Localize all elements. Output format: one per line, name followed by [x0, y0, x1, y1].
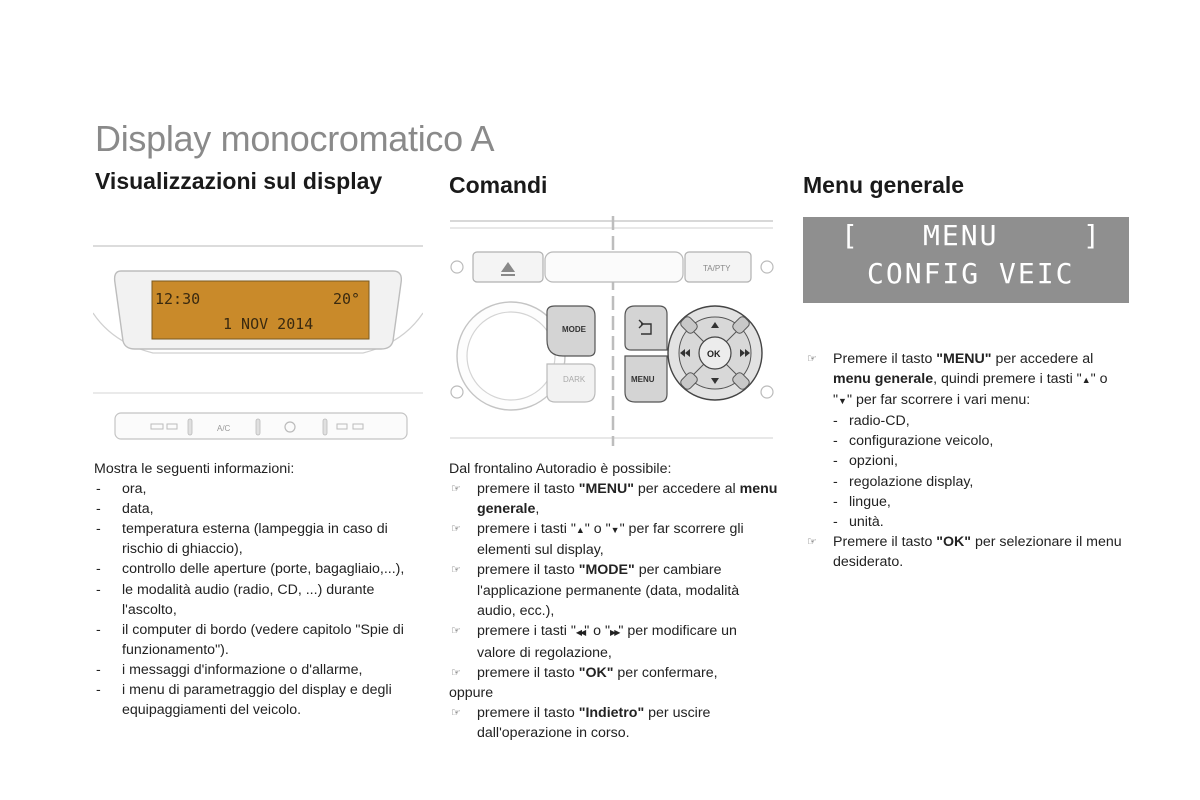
list-item: - le modalità audio (radio, CD, ...) durante l'ascolto, — [94, 580, 424, 620]
list-item: ☞ premere il tasto "OK" per confermare, — [449, 663, 779, 683]
bullet-hand-icon: ☞ — [807, 535, 817, 548]
list-item: - opzioni, — [833, 451, 1125, 471]
ac-button-label: A/C — [217, 424, 231, 433]
list-item: - data, — [94, 499, 424, 519]
lcd-bracket-left: [ — [841, 219, 858, 252]
display-date: 1 NOV 2014 — [223, 315, 314, 333]
heading-visualizzazioni: Visualizzazioni sul display — [95, 168, 383, 194]
dark-label: DARK — [563, 375, 586, 384]
heading-comandi: Comandi — [449, 172, 548, 198]
list-item: - unità. — [833, 512, 1125, 532]
dashboard-display-illustration — [93, 243, 423, 448]
bullet-hand-icon: ☞ — [451, 666, 461, 679]
list-item: ☞ premere i tasti "◀◀" o "▶▶" per modificare un valore di regolazione, — [451, 622, 737, 661]
list-item: - radio-CD, — [833, 411, 1125, 431]
arrow-up-icon: ▲ — [575, 525, 585, 536]
list-item: - ora, — [94, 479, 424, 499]
rewind-icon: ◀◀ — [575, 627, 585, 637]
list-item: - i messaggi d'informazione o d'allarme, — [94, 660, 424, 680]
col2-text — [449, 459, 779, 743]
heading-menu-generale: Menu generale — [803, 172, 965, 198]
page-title: Display monocromatico A — [95, 118, 495, 159]
radio-panel-illustration — [445, 216, 780, 446]
display-temp: 20° — [333, 290, 361, 308]
ta-pty-label: TA/PTY — [703, 264, 731, 273]
fast-forward-icon: ▶▶ — [610, 627, 619, 637]
bullet-hand-icon: ☞ — [451, 624, 461, 637]
list-item: ☞ premere il tasto "MENU" per accedere al menu generale, — [451, 481, 778, 518]
arrow-down-icon: ▼ — [838, 396, 847, 407]
lcd-config-text: CONFIG VEIC — [867, 257, 1075, 290]
col1-text — [94, 459, 424, 720]
ok-label: OK — [707, 349, 721, 359]
col2-intro: Dal frontalino Autoradio è possibile: — [449, 461, 672, 477]
lcd-menu-text: MENU — [923, 219, 999, 252]
col3-text — [805, 349, 1125, 572]
bullet-hand-icon: ☞ — [451, 564, 461, 577]
oppure-text: oppure — [449, 685, 494, 702]
menu-lcd-display — [803, 217, 1129, 303]
list-item: - i menu di parametraggio del display e degli equipaggiamenti del veicolo. — [94, 680, 424, 720]
list-item: - controllo delle aperture (porte, bagagliaio,...), — [94, 559, 424, 579]
bullet-hand-icon: ☞ — [451, 523, 461, 536]
arrow-down-icon: ▼ — [610, 525, 620, 536]
list-item: ☞ Premere il tasto "MENU" per accedere al menu generale, quindi premere i tasti "▲" o "▼" per far scorrere i vari menu: — [807, 351, 1108, 409]
mode-label: MODE — [562, 325, 586, 334]
list-item: - configurazione veicolo, — [833, 431, 1125, 451]
list-item: - temperatura esterna (lampeggia in caso di rischio di ghiaccio), — [94, 519, 424, 559]
list-item: ☞ premere il tasto "Indietro" per uscire dall'operazione in corso. — [451, 705, 711, 742]
bullet-hand-icon: ☞ — [807, 353, 817, 365]
col1-intro: Mostra le seguenti informazioni: — [94, 461, 295, 477]
list-item: - regolazione display, — [833, 472, 1125, 492]
list-item: ☞ Premere il tasto "OK" per selezionare il menu desiderato. — [807, 533, 1122, 570]
bullet-hand-icon: ☞ — [451, 483, 461, 496]
menu-label: MENU — [631, 375, 655, 384]
list-item: - il computer di bordo (vedere capitolo "Spie di funzionamento"). — [94, 620, 424, 660]
lcd-bracket-right: ] — [1083, 219, 1100, 252]
list-item: - lingue, — [833, 492, 1125, 512]
display-time: 12:30 — [155, 290, 201, 308]
bullet-hand-icon: ☞ — [451, 707, 461, 720]
list-item: ☞ premere i tasti "▲" o "▼" per far scorrere gli elementi sul display, — [451, 521, 744, 559]
list-item: ☞ premere il tasto "MODE" per cambiare l'applicazione permanente (data, modalità audio, ecc.), — [451, 562, 740, 619]
arrow-up-icon: ▲ — [1081, 375, 1091, 386]
